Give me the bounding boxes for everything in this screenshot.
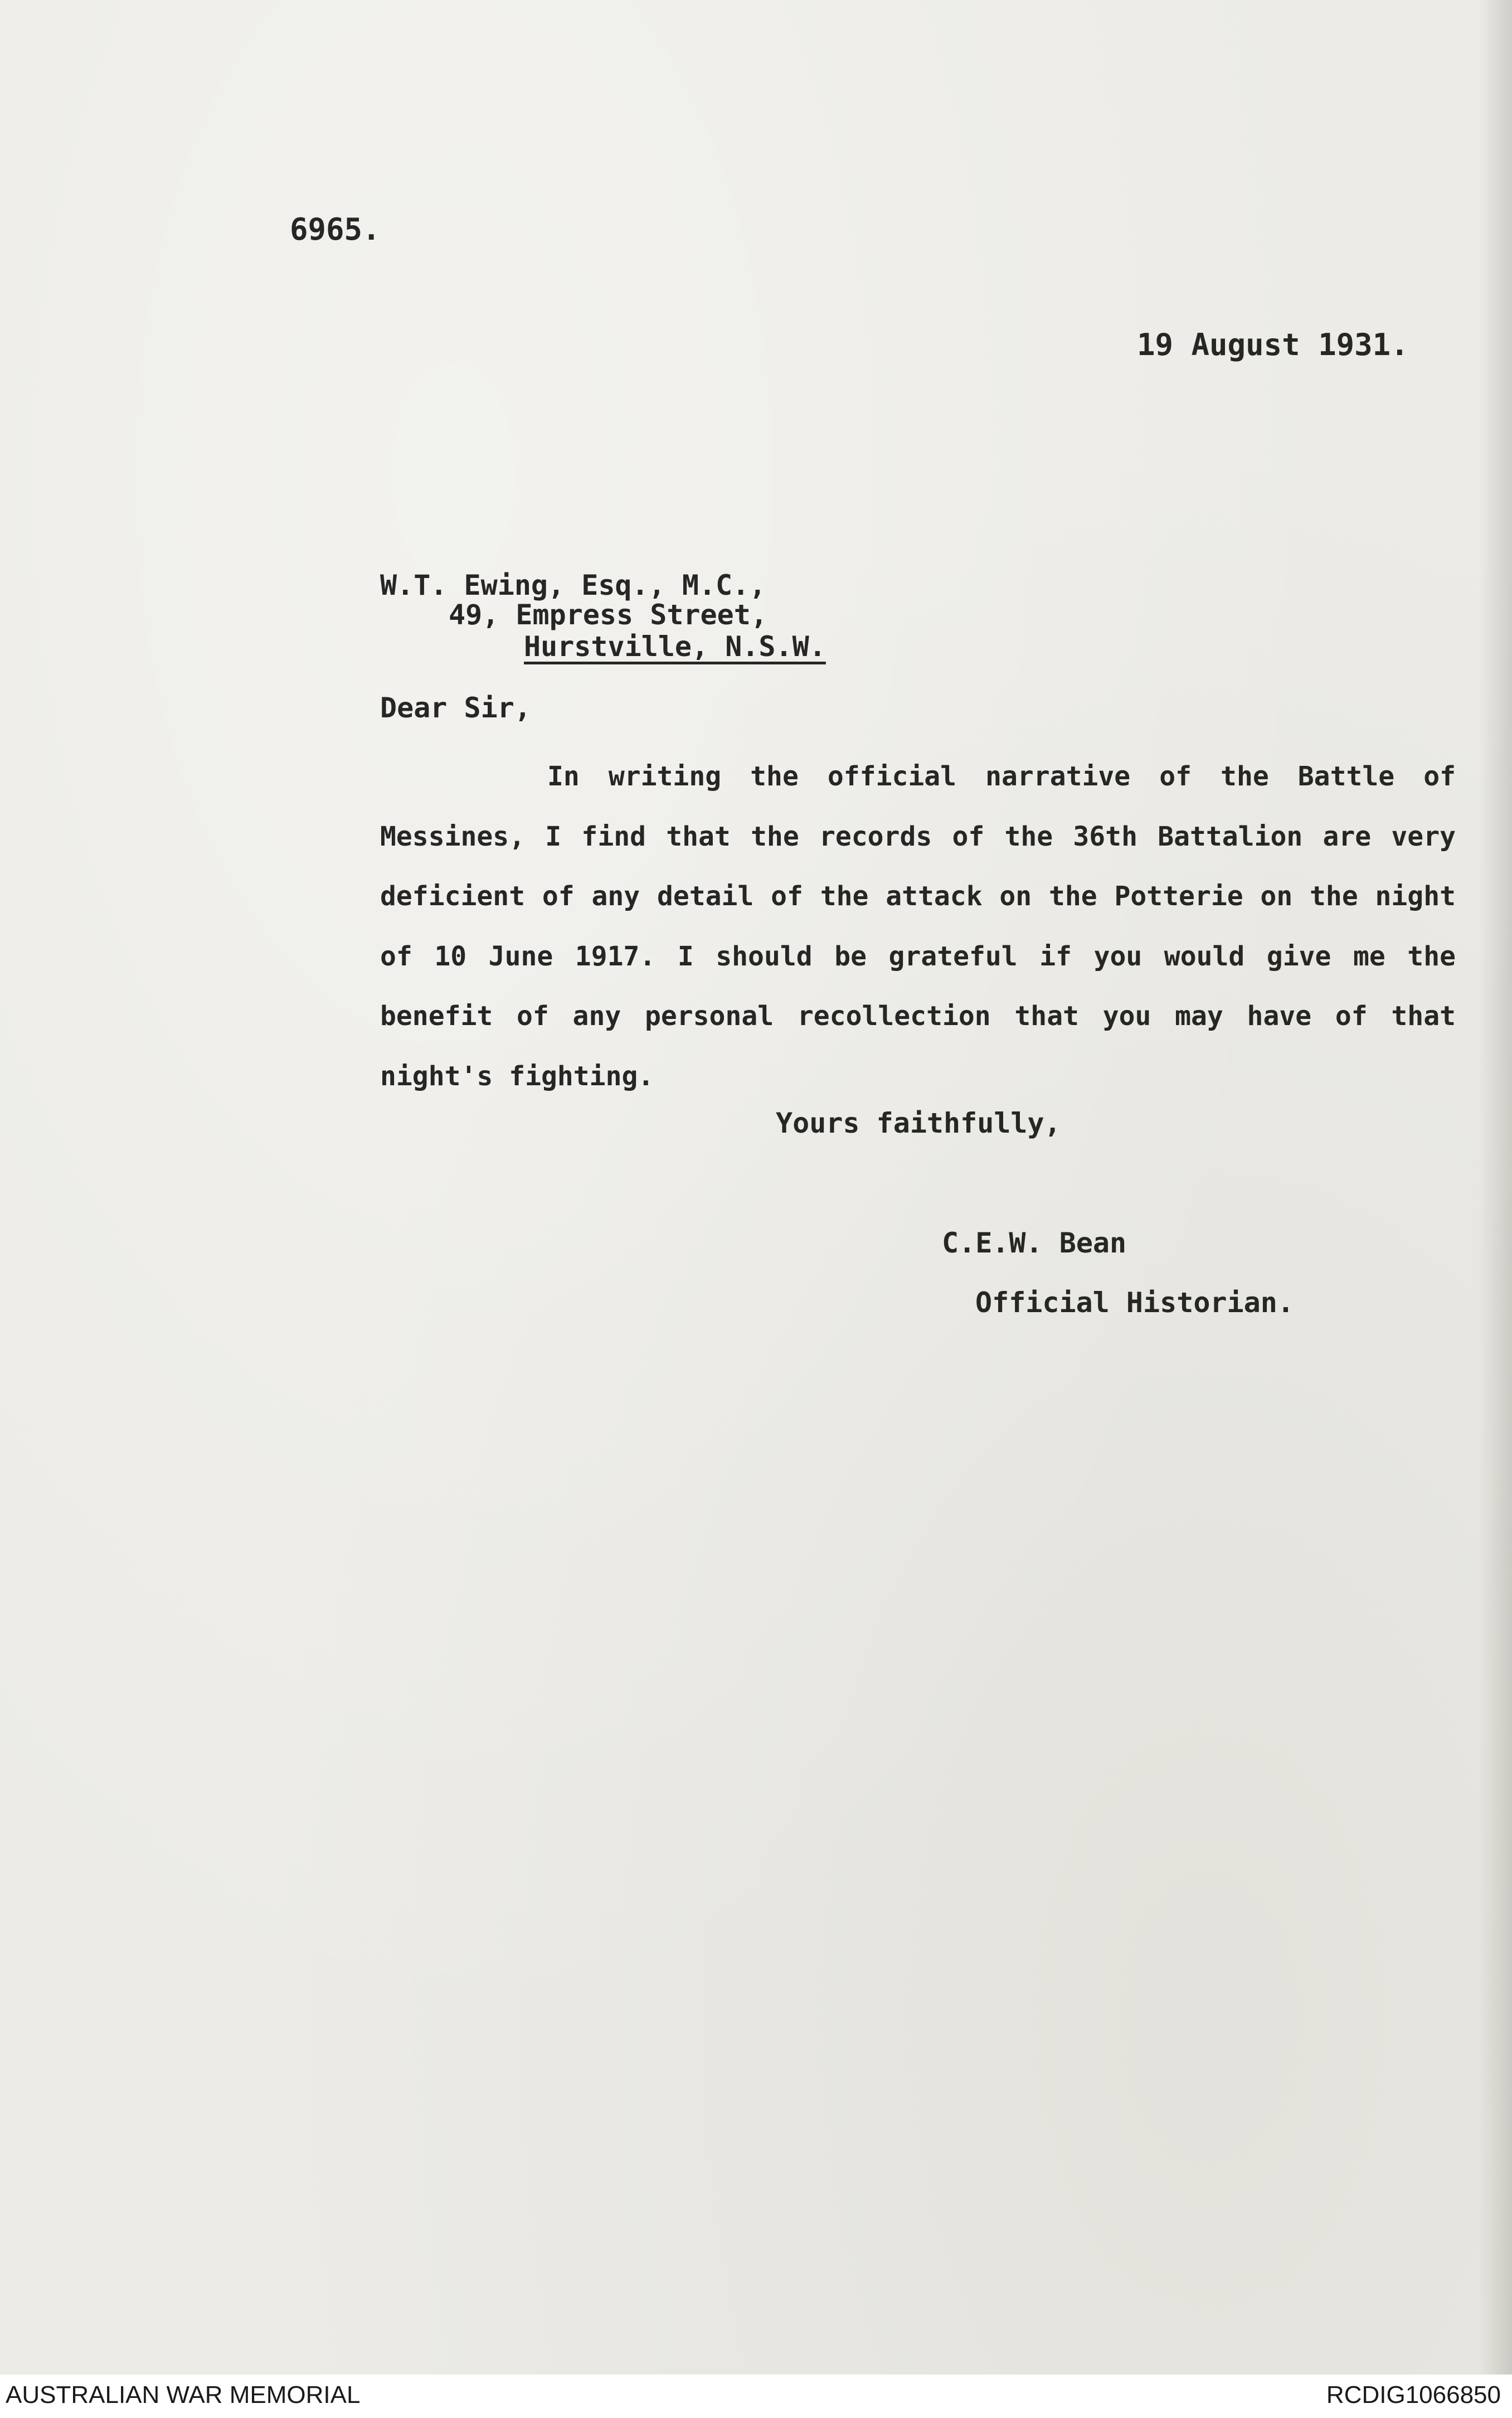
recipient-street: 49, Empress Street, xyxy=(449,599,767,631)
recipient-suburb: Hurstville, N.S.W. xyxy=(524,630,826,663)
letter-body: In writing the official narrative of the Battle of Messines, I find that the records of the 36th Battalion are very deficient of any detail of the attack on the Potterie on the night of 10 June 1917. I should be grateful if you would give me the benefit of any personal recollection that you may have of that night's fighting. xyxy=(380,761,1456,1092)
reference-number: 6965. xyxy=(290,212,381,247)
signatory-title: Official Historian. xyxy=(975,1286,1294,1319)
recipient-name: W.T. Ewing, Esq., M.C., xyxy=(380,569,766,601)
salutation: Dear Sir, xyxy=(380,692,531,724)
footer-record-id: RCDIG1066850 xyxy=(1326,2381,1501,2409)
footer-institution: AUSTRALIAN WAR MEMORIAL xyxy=(6,2381,361,2409)
letter-date: 19 August 1931. xyxy=(1137,327,1409,362)
page-edge-shadow xyxy=(1479,0,1512,2375)
closing: Yours faithfully, xyxy=(776,1107,1061,1139)
signature: C.E.W. Bean xyxy=(942,1227,1127,1259)
